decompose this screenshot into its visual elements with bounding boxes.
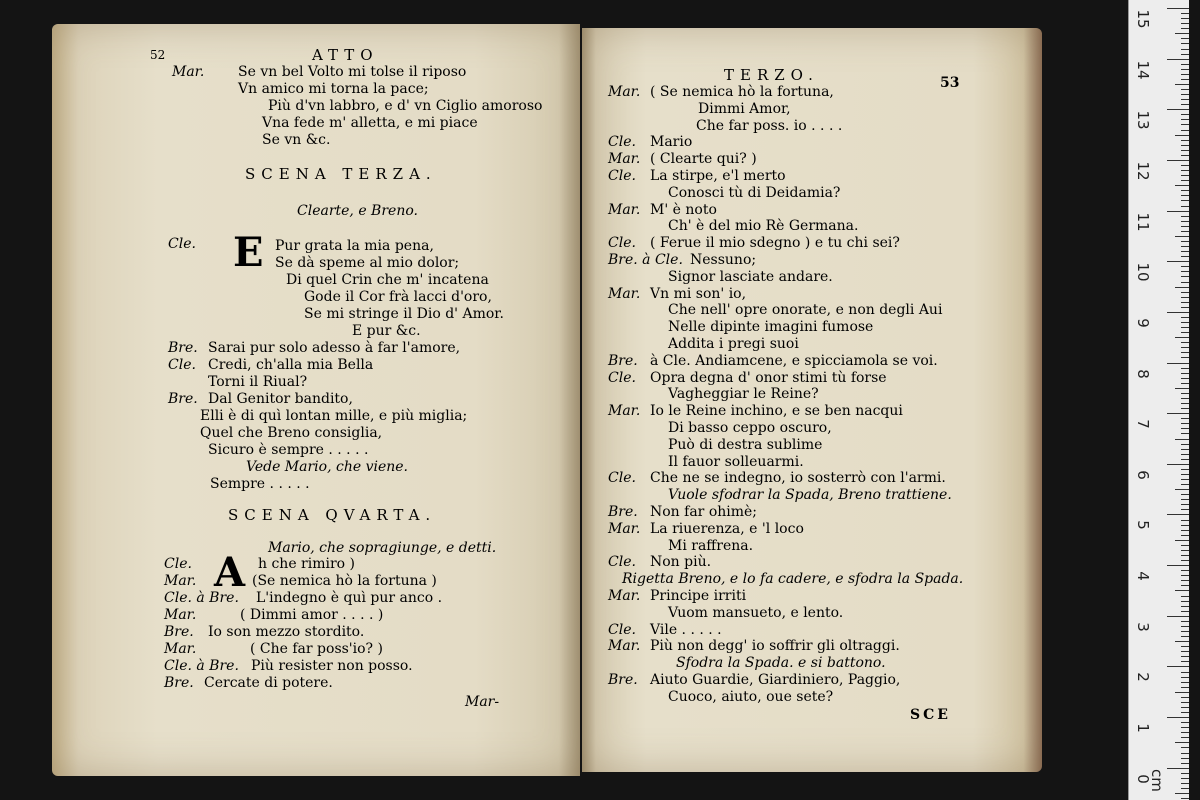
ruler-tick (1167, 565, 1189, 566)
speaker-label: Bre. (168, 340, 198, 356)
ruler-tick (1181, 332, 1189, 333)
ruler-tick (1181, 69, 1189, 70)
verse-line: h che rimiro ) (258, 556, 356, 572)
ruler-tick (1181, 753, 1189, 754)
ruler-tick (1181, 216, 1189, 217)
verse-line: Principe irriti (650, 588, 747, 604)
ruler-tick (1175, 489, 1189, 490)
verse-line: ( Dimmi amor . . . . ) (240, 607, 384, 623)
ruler-tick (1181, 469, 1189, 470)
ruler-tick (1181, 251, 1189, 252)
ruler-tick (1167, 666, 1189, 667)
verse-line: Addita i pregi suoi (668, 336, 799, 352)
ruler-tick (1167, 363, 1189, 364)
verse-line: La riuerenza, e 'l loco (650, 520, 804, 537)
ruler-tick (1181, 454, 1189, 455)
verse-line: Ch' è del mio Rè Germana. (668, 218, 859, 235)
scene4-title: SCENA QVARTA. (228, 506, 437, 524)
ruler-tick (1181, 13, 1189, 14)
ruler-tick (1181, 687, 1189, 688)
verse-line: Vile . . . . . (650, 621, 722, 638)
measuring-ruler (1128, 0, 1189, 800)
ruler-tick (1181, 271, 1189, 272)
speaker-label: Mar. (164, 607, 197, 623)
ruler-tick (1181, 226, 1189, 227)
ruler-tick (1175, 388, 1189, 389)
verse-line: M' è noto (650, 201, 717, 218)
ruler-tick (1175, 742, 1189, 743)
ruler-tick (1181, 479, 1189, 480)
verse-line: La stirpe, e'l merto (650, 168, 786, 184)
ruler-tick (1181, 707, 1189, 708)
verse-line: Mi raffrena. (668, 537, 754, 554)
ruler-tick (1181, 747, 1189, 748)
ruler-tick (1181, 611, 1189, 612)
ruler-tick (1167, 514, 1189, 515)
ruler-tick (1167, 8, 1189, 9)
speaker-label: Mar. (608, 151, 641, 168)
verse-line: Nelle dipinte imagini fumose (668, 319, 874, 336)
ruler-tick (1181, 342, 1189, 343)
ruler-tick (1181, 18, 1189, 19)
verse-line: L'indegno è quì pur anco . (256, 590, 443, 606)
verse-line: Più resister non posso. (251, 658, 413, 674)
ruler-tick (1181, 484, 1189, 485)
ruler-number: 0 (1134, 773, 1152, 784)
ruler-tick (1181, 130, 1189, 131)
ruler-tick (1181, 317, 1189, 318)
verse-line: à Cle. Andiamcene, e spicciamola se voi. (650, 352, 938, 369)
ruler-tick (1181, 368, 1189, 369)
ruler-tick (1181, 79, 1189, 80)
verse-line: Cuoco, aiuto, oue sete? (668, 688, 834, 705)
ruler-tick (1175, 439, 1189, 440)
ruler-tick (1181, 585, 1189, 586)
ruler-tick (1181, 114, 1189, 115)
ruler-tick (1181, 737, 1189, 738)
verse-line: Quel che Breno consiglia, (200, 425, 383, 441)
ruler-number: 8 (1134, 368, 1152, 379)
stage-direction: Vede Mario, che viene. (246, 459, 409, 475)
ruler-tick (1181, 292, 1189, 293)
ruler-tick (1181, 140, 1189, 141)
ruler-tick (1181, 352, 1189, 353)
ruler-tick (1181, 672, 1189, 673)
drop-capital-a: A (214, 549, 246, 596)
ruler-tick (1181, 64, 1189, 65)
ruler-tick (1181, 398, 1189, 399)
running-head-right: TERZO. (724, 66, 819, 84)
ruler-number: 12 (1134, 161, 1152, 181)
ruler-tick (1181, 778, 1189, 779)
verse-line: Se vn bel Volto mi tolse il riposo (238, 64, 467, 80)
ruler-tick (1181, 282, 1189, 283)
ruler-tick (1167, 413, 1189, 414)
speaker-label: Mar. (608, 285, 641, 302)
verse-line: Conosci tù di Deidamia? (668, 184, 841, 201)
ruler-tick (1181, 418, 1189, 419)
ruler-tick (1181, 206, 1189, 207)
ruler-tick (1181, 190, 1189, 191)
ruler-tick (1181, 449, 1189, 450)
speaker-label: Cle. (608, 554, 636, 571)
verse-line: Mario (650, 134, 693, 151)
ruler-tick (1181, 276, 1189, 277)
verse-line: Io son mezzo stordito. (208, 624, 365, 640)
ruler-tick (1167, 464, 1189, 465)
verse-line: Non più. (650, 554, 712, 571)
ruler-tick (1175, 135, 1189, 136)
ruler-tick (1181, 580, 1189, 581)
ruler-tick (1181, 570, 1189, 571)
ruler-tick (1181, 763, 1189, 764)
verse-line: Dimmi Amor, (698, 100, 791, 117)
ruler-tick (1181, 783, 1189, 784)
speaker-label: Bre. à Cle. (608, 252, 683, 268)
ruler-tick (1181, 38, 1189, 39)
verse-line: ( Se nemica hò la fortuna, (650, 84, 834, 100)
ruler-tick (1167, 59, 1189, 60)
ruler-tick (1181, 241, 1189, 242)
ruler-tick (1167, 616, 1189, 617)
ruler-tick (1181, 555, 1189, 556)
ruler-tick (1181, 520, 1189, 521)
speaker-label: Cle. à Bre. (164, 590, 239, 606)
ruler-tick (1181, 302, 1189, 303)
speaker-label: Mar. (608, 638, 641, 655)
ruler-tick (1181, 712, 1189, 713)
ruler-tick (1175, 236, 1189, 237)
ruler-tick (1181, 727, 1189, 728)
verse-line: Torni il Riual? (208, 374, 308, 390)
verse-line: Io le Reine inchino, e se ben nacqui (650, 403, 903, 420)
verse-line: Nessuno; (690, 252, 757, 268)
ruler-number: 9 (1134, 318, 1152, 328)
speaker-label: Cle. (608, 235, 636, 252)
speaker-label: Bre. (608, 504, 638, 520)
speaker-label: Bre. (608, 352, 638, 369)
ruler-tick (1181, 23, 1189, 24)
ruler-tick (1181, 94, 1189, 95)
speaker-label: Mar. (608, 588, 641, 604)
ruler-tick (1181, 423, 1189, 424)
verse-line: Signor lasciate andare. (668, 268, 833, 285)
ruler-tick (1181, 773, 1189, 774)
ruler-number: 14 (1134, 60, 1152, 80)
ruler-tick (1181, 403, 1189, 404)
ruler-tick (1181, 256, 1189, 257)
ruler-tick (1181, 49, 1189, 50)
verse-line: Sarai pur solo adesso à far l'amore, (208, 340, 461, 356)
verse-line: Se mi stringe il Dio d' Amor. (304, 306, 504, 322)
ruler-tick (1181, 383, 1189, 384)
ruler-tick (1181, 788, 1189, 789)
ruler-tick (1181, 327, 1189, 328)
ruler-number: 13 (1134, 110, 1152, 130)
ruler-tick (1181, 408, 1189, 409)
ruler-tick (1181, 99, 1189, 100)
ruler-tick (1181, 433, 1189, 434)
stage-direction: Rigetta Breno, e lo fa cadere, e sfodra la Spada. (622, 571, 964, 588)
ruler-tick (1167, 312, 1189, 313)
ruler-tick (1181, 373, 1189, 374)
ruler-tick (1181, 636, 1189, 637)
ruler-tick (1175, 185, 1189, 186)
ruler-tick (1181, 357, 1189, 358)
speaker-label: Bre. (168, 391, 198, 407)
scene3-title: SCENA TERZA. (245, 165, 437, 183)
ruler-tick (1181, 545, 1189, 546)
speaker-label: Cle. (608, 369, 636, 386)
ruler-tick (1181, 499, 1189, 500)
speaker-label: Mar. (164, 573, 197, 589)
ruler-tick (1181, 54, 1189, 55)
verse-line: Che nell' opre onorate, e non degli Aui (668, 302, 943, 319)
ruler-tick (1181, 428, 1189, 429)
verse-line: Gode il Cor frà lacci d'oro, (304, 289, 492, 305)
verse-line: ( Clearte qui? ) (650, 151, 757, 168)
ruler-tick (1181, 596, 1189, 597)
ruler-tick (1167, 717, 1189, 718)
speaker-label: Mar. (608, 84, 641, 100)
ruler-tick (1181, 266, 1189, 267)
verse-line: ( Ferue il mio sdegno ) e tu chi sei? (650, 235, 900, 252)
ruler-tick (1181, 145, 1189, 146)
ruler-tick (1181, 732, 1189, 733)
verse-line: Vuom mansueto, e lento. (668, 604, 844, 621)
ruler-tick (1181, 560, 1189, 561)
verse-line: Vn amico mi torna la pace; (238, 81, 429, 97)
drop-capital-e: E (233, 229, 264, 276)
ruler-tick (1181, 575, 1189, 576)
speaker-label: Bre. (164, 624, 194, 640)
ruler-tick (1181, 651, 1189, 652)
ruler-tick (1181, 459, 1189, 460)
ruler-tick (1175, 540, 1189, 541)
speaker-label: Mar. (608, 403, 641, 420)
verse-line: Elli è di quì lontan mille, e più miglia; (200, 408, 468, 424)
speaker-label: Mar. (608, 520, 641, 537)
verse-line: Che ne se indegno, io sosterrò con l'armi. (650, 470, 946, 487)
speaker-label: Mar. (164, 641, 197, 657)
verse-line: Aiuto Guardie, Giardiniero, Paggio, (650, 672, 901, 688)
verse-line: E pur &c. (352, 323, 421, 339)
ruler-tick (1181, 124, 1189, 125)
ruler-number: 4 (1134, 571, 1152, 581)
ruler-number: 10 (1134, 262, 1152, 282)
ruler-tick (1181, 631, 1189, 632)
ruler-tick (1175, 641, 1189, 642)
speaker-label: Bre. (164, 675, 194, 691)
speaker-label: Cle. (168, 236, 196, 252)
ruler-tick (1181, 155, 1189, 156)
speaker-label: Cle. (608, 134, 636, 151)
ruler-tick (1175, 287, 1189, 288)
ruler-tick (1181, 104, 1189, 105)
ruler-tick (1175, 692, 1189, 693)
ruler-tick (1181, 231, 1189, 232)
ruler-tick (1181, 656, 1189, 657)
speaker-label: Cle. (168, 357, 196, 373)
speaker-label: Cle. (608, 621, 636, 638)
ruler-tick (1181, 646, 1189, 647)
ruler-tick (1181, 606, 1189, 607)
ruler-tick (1181, 535, 1189, 536)
ruler-tick (1181, 661, 1189, 662)
verse-line: Se dà speme al mio dolor; (275, 255, 460, 271)
ruler-tick (1181, 682, 1189, 683)
verse-line: Non far ohimè; (650, 504, 758, 520)
ruler-tick (1181, 74, 1189, 75)
stage-direction: Vuole sfodrar la Spada, Breno trattiene. (668, 487, 952, 504)
speaker-label: Cle. (164, 556, 192, 572)
ruler-tick (1181, 474, 1189, 475)
ruler-number: 15 (1134, 9, 1152, 29)
verse-line: Che far poss. io . . . . (696, 117, 843, 134)
ruler-tick (1181, 297, 1189, 298)
verse-line: Il fauor solleuarmi. (668, 453, 804, 470)
ruler-tick (1181, 378, 1189, 379)
ruler-tick (1181, 626, 1189, 627)
catchword-left: Mar- (465, 694, 500, 710)
verse-line: Cercate di potere. (204, 675, 333, 691)
ruler-number: 5 (1134, 520, 1152, 531)
ruler-number: 11 (1134, 212, 1152, 232)
ruler-tick (1181, 601, 1189, 602)
ruler-tick (1167, 261, 1189, 262)
verse-line: Di quel Crin che m' incatena (286, 272, 489, 288)
speaker-label: Cle. à Bre. (164, 658, 239, 674)
page-number-left: 52 (150, 48, 166, 62)
ruler-tick (1181, 702, 1189, 703)
verse-line: Può di destra sublime (668, 436, 823, 453)
speaker-label: Mar. (608, 201, 641, 218)
scene4-characters: Mario, che sopragiunge, e detti. (268, 540, 497, 556)
ruler-tick (1181, 798, 1189, 799)
page-number-right: 53 (940, 75, 960, 91)
ruler-unit: cm (1148, 769, 1166, 792)
ruler-tick (1181, 307, 1189, 308)
ruler-tick (1181, 393, 1189, 394)
ruler-tick (1181, 530, 1189, 531)
verse-line: Dal Genitor bandito, (208, 391, 353, 407)
ruler-number: 6 (1134, 470, 1152, 480)
ruler-tick (1181, 175, 1189, 176)
ruler-tick (1181, 504, 1189, 505)
scene3-characters: Clearte, e Breno. (297, 203, 418, 219)
ruler-tick (1181, 170, 1189, 171)
ruler-tick (1181, 621, 1189, 622)
ruler-tick (1181, 722, 1189, 723)
speaker-label: Bre. (608, 672, 638, 688)
ruler-tick (1181, 677, 1189, 678)
verse-line: Di basso ceppo oscuro, (668, 420, 832, 436)
stage-direction: Sfodra la Spada. e si battono. (676, 655, 886, 672)
speaker-label: Mar. (172, 64, 205, 80)
ruler-tick (1181, 200, 1189, 201)
ruler-number: 1 (1134, 723, 1152, 733)
verse-line: Vagheggiar le Reine? (668, 386, 819, 403)
ruler-tick (1181, 246, 1189, 247)
ruler-tick (1181, 150, 1189, 151)
ruler-tick (1181, 322, 1189, 323)
ruler-tick (1181, 494, 1189, 495)
ruler-tick (1181, 509, 1189, 510)
ruler-tick (1181, 444, 1189, 445)
verse-line: ( Che far poss'io? ) (250, 641, 383, 657)
ruler-tick (1181, 195, 1189, 196)
ruler-tick (1175, 793, 1189, 794)
ruler-number: 7 (1134, 419, 1152, 429)
ruler-tick (1181, 119, 1189, 120)
ruler-tick (1181, 43, 1189, 44)
verse-line: Pur grata la mia pena, (275, 238, 434, 254)
ruler-tick (1181, 28, 1189, 29)
ruler-tick (1175, 337, 1189, 338)
ruler-tick (1181, 221, 1189, 222)
ruler-tick (1167, 109, 1189, 110)
ruler-number: 3 (1134, 622, 1152, 632)
verse-line: Opra degna d' onor stimi tù forse (650, 369, 887, 386)
ruler-tick (1181, 89, 1189, 90)
catchword-right: SCE (910, 707, 951, 723)
ruler-tick (1181, 525, 1189, 526)
ruler-tick (1181, 758, 1189, 759)
ruler-tick (1175, 84, 1189, 85)
ruler-tick (1167, 768, 1189, 769)
verse-line: Sicuro è sempre . . . . . (208, 442, 369, 458)
verse-line: Vn mi son' io, (650, 285, 747, 302)
verse-line: Più non degg' io soffrir gli oltraggi. (650, 638, 900, 655)
verse-line: Più d'vn labbro, e d' vn Ciglio amoroso (268, 98, 543, 114)
verse-line: Sempre . . . . . (210, 476, 310, 492)
ruler-tick (1181, 697, 1189, 698)
running-head-left: ATTO (312, 46, 379, 64)
ruler-tick (1175, 590, 1189, 591)
speaker-label: Cle. (608, 168, 636, 184)
verse-line: Credi, ch'alla mia Bella (208, 357, 374, 373)
ruler-tick (1181, 180, 1189, 181)
verse-line: (Se nemica hò la fortuna ) (252, 573, 437, 589)
ruler-tick (1167, 211, 1189, 212)
ruler-tick (1181, 347, 1189, 348)
ruler-tick (1181, 550, 1189, 551)
ruler-number: 2 (1134, 672, 1152, 683)
verse-line: Se vn &c. (262, 132, 331, 148)
ruler-tick (1167, 160, 1189, 161)
ruler-tick (1175, 33, 1189, 34)
verse-line: Vna fede m' alletta, e mi piace (262, 115, 478, 131)
ruler-tick (1181, 165, 1189, 166)
speaker-label: Cle. (608, 470, 636, 487)
